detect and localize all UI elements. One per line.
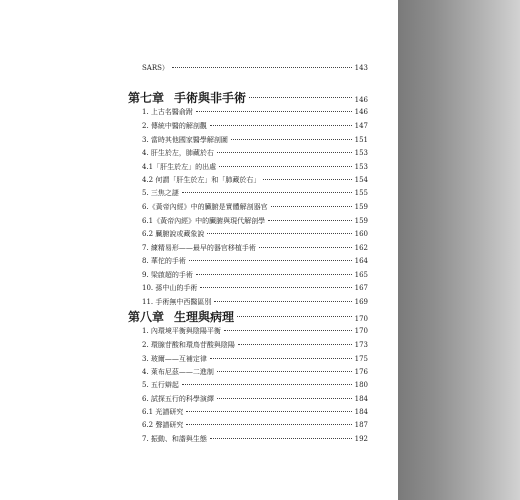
toc-entry-page: 153 <box>354 163 368 171</box>
toc-entry-page: 159 <box>354 217 368 225</box>
toc-entry-page: 180 <box>354 381 368 389</box>
toc-entry-title: 4. 萊布尼茲——二進制 <box>142 368 214 376</box>
toc-entry <box>128 163 368 172</box>
toc-entry <box>128 435 368 444</box>
toc-entry-title: 8. 華佗的手術 <box>142 257 186 265</box>
toc-entry <box>128 271 368 280</box>
toc-entry-page: 162 <box>354 244 368 252</box>
toc-entry-continued <box>128 64 368 73</box>
dot-leader <box>186 423 351 425</box>
dot-leader <box>196 110 352 112</box>
toc-entry <box>128 368 368 377</box>
toc-entry-title: 4. 肝生於左，肺藏於右 <box>142 149 214 157</box>
toc-entry-page: 146 <box>354 108 368 116</box>
chapter-title: 手術與非手術 <box>174 91 247 105</box>
dot-leader <box>217 370 352 372</box>
dot-leader <box>200 286 351 288</box>
chapter-heading-7 <box>128 91 368 107</box>
dot-leader <box>210 124 352 126</box>
toc-entry-title: 6.《黃帝內經》中的臟腑是實體解剖器官 <box>142 203 268 211</box>
toc-entry <box>128 355 368 364</box>
dot-leader <box>268 219 351 221</box>
chapter-number: 第八章 <box>128 310 165 324</box>
dot-leader <box>182 191 352 193</box>
toc-entry-title: 7. 練精易形——最早的器官移植手術 <box>142 244 256 252</box>
toc-entry-page: 173 <box>354 341 368 349</box>
dot-leader <box>217 397 352 399</box>
dot-leader <box>214 300 351 302</box>
toc-entry-title: 9. 梁啟超的手術 <box>142 271 193 279</box>
toc-entry-page: 143 <box>354 64 368 72</box>
dot-leader <box>237 315 352 317</box>
toc-entry <box>128 244 368 253</box>
toc-entry <box>128 421 368 430</box>
dot-leader <box>238 343 352 345</box>
toc-entry <box>128 189 368 198</box>
chapter-page: 146 <box>354 96 368 104</box>
page-edge-shadow <box>398 0 520 500</box>
toc-entry-title: 3. 當時其他國家醫學解剖圖 <box>142 136 228 144</box>
toc-entry-page: 154 <box>354 176 368 184</box>
toc-entry-page: 169 <box>354 298 368 306</box>
toc-entry-page: 160 <box>354 230 368 238</box>
toc-entry-title: 4.2 何謂「肝生於左」和「肺藏於右」 <box>142 176 261 184</box>
toc-entry-title: 6.2 聲譜研究 <box>142 421 184 429</box>
toc-entry-title: 5. 五行辯起 <box>142 381 179 389</box>
toc-entry-title: 4.1「肝生於左」的出處 <box>142 163 217 171</box>
toc-entry <box>128 203 368 212</box>
toc-entry-page: 167 <box>354 284 368 292</box>
toc-entry-title: 6.2 臟腑說或藏象說 <box>142 230 205 238</box>
toc-entry-title: 5. 三焦之謎 <box>142 189 179 197</box>
toc-entry-title: 6. 試探五行的科學演繹 <box>142 395 214 403</box>
toc-entry-page: 164 <box>354 257 368 265</box>
toc-entry-page: 153 <box>354 149 368 157</box>
dot-leader <box>172 66 352 68</box>
toc-entry-title: 3. 玻爾——互補定律 <box>142 355 207 363</box>
dot-leader <box>210 437 352 439</box>
toc-entry <box>128 149 368 158</box>
toc-entry-title: 6.1《黃帝內經》中的臟腑與現代解剖學 <box>142 217 266 225</box>
dot-leader <box>224 329 352 331</box>
toc-entry-page: 187 <box>354 421 368 429</box>
toc-entry-title: 7. 振動、和諧與生態 <box>142 435 207 443</box>
toc-entry <box>128 395 368 404</box>
dot-leader <box>263 178 351 180</box>
chapter-number: 第七章 <box>128 91 165 105</box>
table-of-contents <box>128 0 368 500</box>
dot-leader <box>189 259 352 261</box>
chapter-heading-8 <box>128 310 368 326</box>
chapter-title: 生理與病理 <box>174 310 235 324</box>
toc-entry-page: 192 <box>354 435 368 443</box>
dot-leader <box>186 410 351 412</box>
toc-entry-title: 11. 手術無中西醫區別 <box>142 298 212 306</box>
toc-entry-title: SARS） <box>142 64 169 72</box>
toc-entry-page: 176 <box>354 368 368 376</box>
dot-leader <box>231 138 352 140</box>
toc-entry <box>128 408 368 417</box>
toc-entry-title: 2. 傳統中醫的解剖觀 <box>142 122 207 130</box>
toc-entry <box>128 122 368 131</box>
toc-entry-page: 151 <box>354 136 368 144</box>
dot-leader <box>249 96 352 98</box>
dot-leader <box>182 383 352 385</box>
dot-leader <box>219 165 351 167</box>
toc-entry-title: 2. 環腺苷酸和環鳥苷酸與陰陽 <box>142 341 235 349</box>
toc-entry-page: 184 <box>354 395 368 403</box>
toc-entry-title: 1. 內環境平衡與陰陽平衡 <box>142 327 221 335</box>
toc-entry-page: 147 <box>354 122 368 130</box>
toc-entry <box>128 257 368 266</box>
toc-entry <box>128 108 368 117</box>
toc-entry <box>128 327 368 336</box>
toc-entry <box>128 298 368 307</box>
toc-entry-page: 165 <box>354 271 368 279</box>
dot-leader <box>210 357 352 359</box>
toc-entry-title: 6.1 光譜研究 <box>142 408 184 416</box>
dot-leader <box>217 151 352 153</box>
dot-leader <box>271 205 352 207</box>
toc-entry <box>128 230 368 239</box>
chapter-page: 170 <box>354 315 368 323</box>
toc-entry <box>128 381 368 390</box>
dot-leader <box>259 246 352 248</box>
toc-entry-title: 1. 上古名醫俞跗 <box>142 108 193 116</box>
toc-entry <box>128 176 368 185</box>
toc-entry-title: 10. 孫中山的手術 <box>142 284 198 292</box>
toc-entry-page: 175 <box>354 355 368 363</box>
toc-entry <box>128 217 368 226</box>
toc-entry <box>128 341 368 350</box>
toc-entry-page: 155 <box>354 189 368 197</box>
dot-leader <box>196 273 352 275</box>
toc-entry <box>128 136 368 145</box>
toc-entry <box>128 284 368 293</box>
toc-entry-page: 159 <box>354 203 368 211</box>
toc-entry-page: 184 <box>354 408 368 416</box>
dot-leader <box>207 232 351 234</box>
toc-entry-page: 170 <box>354 327 368 335</box>
